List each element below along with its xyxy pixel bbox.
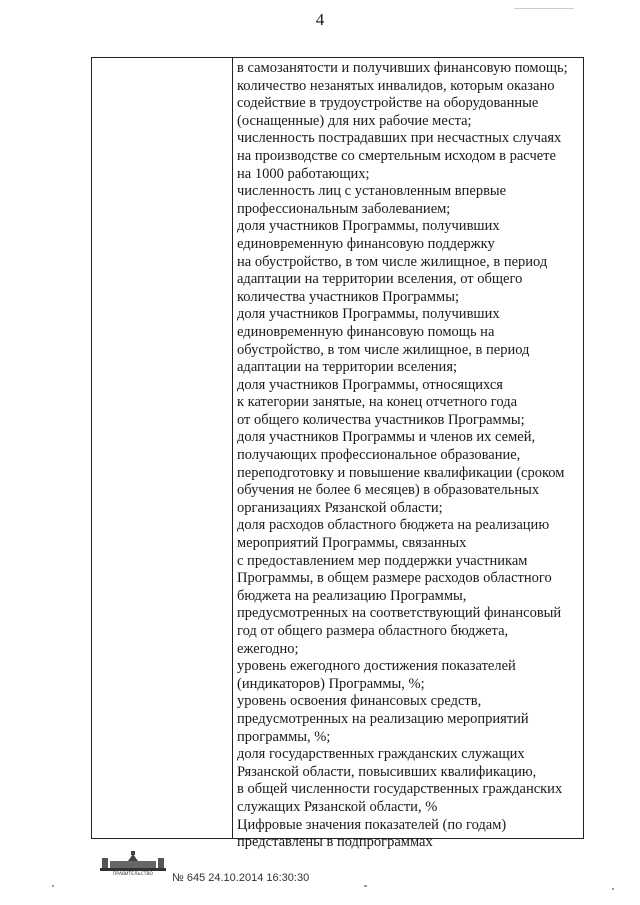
text-line: уровень ежегодного достижения показателей bbox=[237, 658, 516, 675]
text-line: содействие в трудоустройстве на оборудованные bbox=[237, 95, 539, 112]
text-line: единовременную финансовую поддержку bbox=[237, 235, 495, 252]
text-line: в общей численности государственных гражданских bbox=[237, 781, 563, 798]
text-line: с предоставлением мер поддержки участникам bbox=[237, 552, 528, 569]
text-line: (индикаторов) Программы, %; bbox=[237, 675, 425, 692]
text-line: Программы, в общем размере расходов областного bbox=[237, 570, 552, 587]
text-line: доля участников Программы, получивших bbox=[237, 218, 500, 235]
text-line: программы, %; bbox=[237, 728, 331, 745]
text-line: доля государственных гражданских служащих bbox=[237, 746, 525, 763]
scan-speck bbox=[52, 885, 54, 887]
text-line: представлены в подпрограммах bbox=[237, 834, 433, 851]
text-line: организациях Рязанской области; bbox=[237, 499, 443, 516]
text-line: Цифровые значения показателей (по годам) bbox=[237, 816, 507, 833]
government-logo bbox=[98, 850, 168, 876]
logo-caption: ПРАВИТЕЛЬСТВО bbox=[112, 872, 154, 876]
text-line: служащих Рязанской области, % bbox=[237, 798, 438, 815]
text-line: от общего количества участников Программы; bbox=[237, 411, 525, 428]
text-line: доля участников Программы, относящихся bbox=[237, 376, 503, 393]
text-line: получающих профессиональное образование, bbox=[237, 447, 521, 464]
text-line: предусмотренных на реализацию мероприятий bbox=[237, 710, 529, 727]
text-line: доля участников Программы, получивших bbox=[237, 306, 500, 323]
text-line: обучения не более 6 месяцев) в образовательных bbox=[237, 482, 540, 499]
text-line: предусмотренных на соответствующий финансовый bbox=[237, 605, 562, 622]
text-line: ежегодно; bbox=[237, 640, 299, 657]
text-line: (оснащенные) для них рабочие места; bbox=[237, 112, 472, 129]
program-table bbox=[91, 57, 584, 851]
text-line: обустройство, в том числе жилищное, в период bbox=[237, 341, 530, 358]
text-line: профессиональным заболеванием; bbox=[237, 200, 451, 217]
text-line: в самозанятости и получивших финансовую помощь; bbox=[237, 60, 568, 76]
text-line: на производстве со смертельным исходом в расчете bbox=[237, 147, 556, 164]
text-line: на обустройство, в том числе жилищное, в период bbox=[237, 253, 548, 270]
scan-speck bbox=[514, 8, 574, 9]
text-line: уровень освоения финансовых средств, bbox=[237, 693, 482, 710]
scan-speck bbox=[612, 888, 614, 890]
text-line: количества участников Программы; bbox=[237, 288, 459, 305]
text-line: переподготовку и повышение квалификации (сроком bbox=[237, 464, 565, 481]
text-line: на 1000 работающих; bbox=[237, 165, 370, 182]
text-line: к категории занятые, на конец отчетного года bbox=[237, 394, 518, 411]
text-line: адаптации на территории вселения, от общего bbox=[237, 271, 523, 288]
text-line: количество незанятых инвалидов, которым оказано bbox=[237, 77, 555, 94]
table-left-cell bbox=[92, 58, 233, 838]
text-line: Рязанской области, повысивших квалификацию, bbox=[237, 763, 537, 780]
text-line: адаптации на территории вселения; bbox=[237, 359, 458, 376]
text-line: доля расходов областного бюджета на реализацию bbox=[237, 517, 550, 534]
text-line: единовременную финансовую помощь на bbox=[237, 323, 495, 340]
text-line: доля участников Программы и членов их семей, bbox=[237, 429, 536, 446]
text-line: численность лиц с установленным впервые bbox=[237, 183, 507, 200]
page-number: 4 bbox=[315, 10, 325, 29]
table-right-cell bbox=[237, 60, 581, 852]
registration-stamp: № 645 24.10.2014 16:30:30 bbox=[172, 872, 310, 884]
text-line: бюджета на реализацию Программы, bbox=[237, 587, 467, 604]
text-line: численность пострадавших при несчастных случаях bbox=[237, 130, 562, 147]
scan-speck bbox=[364, 885, 367, 887]
text-line: год от общего размера областного бюджета, bbox=[237, 623, 509, 639]
text-line: мероприятий Программы, связанных bbox=[237, 535, 467, 552]
